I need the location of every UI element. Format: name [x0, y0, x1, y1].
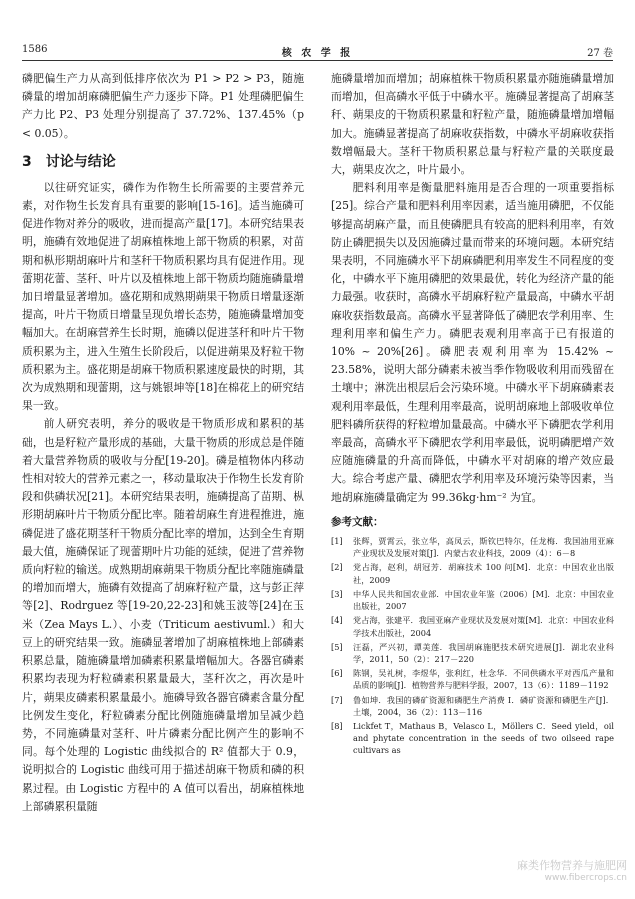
- reference-number: [1]: [331, 536, 343, 547]
- watermark-name: 麻类作物营养与施肥网: [517, 859, 627, 872]
- watermark-url: www.fibercrops.cn: [544, 873, 627, 883]
- reference-text: 陈钢，吴礼树，李煜华，张利红，杜念华．不同供磷水平对西瓜产量和品质的影响[J]．植物营养与肥料学报，2007，13（6）：1189－1192: [353, 668, 614, 691]
- reference-list: [331, 535, 614, 756]
- reference-number: [7]: [331, 694, 343, 705]
- reference-item: [331, 667, 614, 691]
- reference-item: [331, 720, 614, 757]
- reference-item: [331, 694, 614, 718]
- header-rule: [22, 60, 613, 61]
- reference-item: [331, 535, 614, 559]
- discussion-paragraph-2: 前人研究表明，养分的吸收是干物质形成和累积的基础，也是籽粒产量形成的基础，大量干物质的形成总是伴随着大量营养物质的吸收与分配[19-20]。磷是植物体内移动性相对较大的营养元素之一，移动量取决于作物生长发育阶段和供磷状况[21]。本研究结果表明，施磷提高了苗期、枞形期胡麻叶片干物质分配比率。随着胡麻生育进程推进，施磷促进了盛花期茎秆干物质分配比率的增加，达到全生育期最大值，施磷保证了现蕾期叶片功能的延续，促进了营养物质向籽粒的输送。成熟期胡麻蒴果干物质分配比率随施磷量的增加而增大，施磷有效提高了胡麻籽粒产量，这与彭正萍等[2]、Rodrguez 等[19-20,22-23]和姚玉波等[24]在玉米（Zea Mays L.）、小麦（Triticum aestivuml.）和大豆上的研究结果一致。施磷显著增加了胡麻植株地上部磷素积累总量，随施磷量增加磷素积累量增幅加大。各器官磷素积累均表现为籽粒磷素积累量最大，茎秆次之，再次是叶片，蒴果皮磷素积累量最小。施磷导致各器官磷素含量分配比例发生变化，籽粒磷素分配比例随施磷量增加呈减少趋势，不同施磷量对茎秆、叶片磷素分配比例产生的影响不同。每个处理的 Logistic 曲线拟合的 R² 值都大于 0.9，说明拟合的 Logistic 曲线可用于描述胡麻干物质和磷的积累过程。由 Logistic 方程中的 A 值可以看出，胡麻植株地上部磷累积量随: [22, 417, 304, 813]
- references-heading: 参考文献：: [331, 515, 384, 528]
- reference-text: 党占海，张建平．我国亚麻产业现状及发展对策[M]．北京：中国农业科学技术出版社，2004: [353, 615, 614, 638]
- reference-number: [6]: [331, 668, 343, 679]
- reference-text: Lickfet T，Mathaus B，Velasco L，Möllers C．Seed yield，oil and phytate concentration in the seeds of two oilseed rape cultivars as: [353, 720, 614, 756]
- section-heading: [22, 151, 304, 173]
- journal-name: 核 农 学 报: [281, 48, 354, 59]
- reference-number: [3]: [331, 588, 343, 599]
- page-number: 1586: [22, 44, 48, 55]
- reference-item: [331, 561, 614, 585]
- reference-text: 鲁如坤．我国的磷矿资源和磷肥生产消费 I．磷矿资源和磷肥生产[J]．土壤，2004，36（2）：113－116: [353, 694, 614, 717]
- reference-text: 汪磊，严兴初，谭美莲．我国胡麻施肥技术研究进展[J]．湖北农业科学，2011，50（2）：217－220: [353, 641, 614, 664]
- reference-number: [4]: [331, 615, 343, 626]
- left-column: [22, 70, 304, 816]
- reference-text: 党占海，赵利，胡冠芳．胡麻技术 100 问[M]．北京：中国农业出版社，2009: [353, 562, 614, 585]
- discussion-paragraph-4: 肥料利用率是衡量肥料施用是否合理的一项重要指标[25]。综合产量和肥料利用率因素，适当施用磷肥，不仅能够提高胡麻产量，而且使磷肥具有较高的肥料利用率，有效防止磷肥损失以及因施磷过量而带来的环境问题。本研究结果表明，不同施磷水平下胡麻磷肥利用率发生不同程度的变化，中磷水平下施用磷肥的效果最优，转化为经济产量的能力最强。收获时，高磷水平胡麻籽粒产量最高，中磷水平胡麻收获指数最高。高磷水平显著降低了磷肥农学利用率、生理利用率和偏生产力。磷肥表观利用率高于已有报道的 10% ~ 20%[26]。磷肥表观利用率为 15.42% ~ 23.58%，说明大部分磷素未被当季作物吸收利用而残留在土壤中；淋洗出根层后会污染环境。中磷水平下胡麻磷素表观利用率最低，生理利用率最高，说明胡麻地上部吸收单位肥料磷所获得的籽粒增加量最高。中磷水平下磷肥农学利用率最高，高磷水平下磷肥农学利用率最低，说明磷肥增产效应随施磷量的升高而降低，中磷水平对胡麻的增产效应最大。综合考虑产量、磷肥农学利用率及环境污染等因素，当地胡麻施磷量确定为 99.36kg·hm⁻² 为宜。: [331, 181, 614, 504]
- reference-number: [2]: [331, 562, 343, 573]
- reference-item: [331, 641, 614, 665]
- site-watermark: [517, 859, 627, 885]
- section-number: 3: [22, 153, 32, 170]
- reference-number: [8]: [331, 720, 343, 731]
- section-title: 讨论与结论: [45, 153, 116, 170]
- reference-item: [331, 614, 614, 638]
- volume-label: 27 卷: [587, 48, 613, 59]
- reference-text: 中华人民共和国农业部．中国农业年鉴（2006）[M]．北京：中国农业出版社，2007: [353, 588, 614, 612]
- right-column: [331, 70, 614, 759]
- intro-paragraph: 磷肥偏生产力从高到低排序依次为 P1 > P2 > P3，随施磷量的增加胡麻磷肥偏生产力逐步下降。P1 处理磷肥偏生产力比 P2、P3 处理分别提高了 37.72%、137.45%（p < 0.05）。: [22, 72, 304, 140]
- reference-number: [5]: [331, 641, 343, 652]
- discussion-paragraph-1: 以往研究证实，磷作为作物生长所需要的主要营养元素，对作物生长发育具有重要的影响[15-16]。适当施磷可促进作物对养分的吸收，进而提高产量[17]。本研究结果表明，施磷有效地促进了胡麻植株地上部干物质的积累，对苗期和枞形期胡麻叶片和茎秆干物质积累均具有促进作用。现蕾期花蕾、茎秆、叶片以及植株地上部干物质均随施磷量增加日增量显著增加。盛花期和成熟期蒴果干物质日增量逐渐提高，叶片干物质日增量呈现负增长态势，随施磷量增加变幅加大。在胡麻营养生长时期，施磷以促进茎秆和叶片干物质积累为主，进入生殖生长阶段后，以促进蒴果及籽粒干物质积累为主。盛花期是胡麻干物质积累速度最快的时期，其次为成熟期和现蕾期，这与姚银坤等[18]在棉花上的研究结果一致。: [22, 180, 304, 413]
- reference-item: [331, 588, 614, 612]
- discussion-paragraph-3: 施磷量增加而增加；胡麻植株干物质积累量亦随施磷量增加而增加，但高磷水平低于中磷水平。施磷显著提高了胡麻茎秆、蒴果皮的干物质积累量和籽粒产量，随施磷量增加增幅加大。施磷显著提高了胡麻收获指数，中磷水平胡麻收获指数增幅最大。茎秆干物质积累总量与籽粒产量的关联度最大，蒴果皮次之，叶片最小。: [331, 72, 614, 177]
- reference-text: 张辉，贾霄云，张立华，高凤云，斯钦巴特尔，任龙梅．我国油用亚麻产业现状及发展对策[J]．内蒙古农业科技，2009（4）：6－8: [353, 536, 614, 559]
